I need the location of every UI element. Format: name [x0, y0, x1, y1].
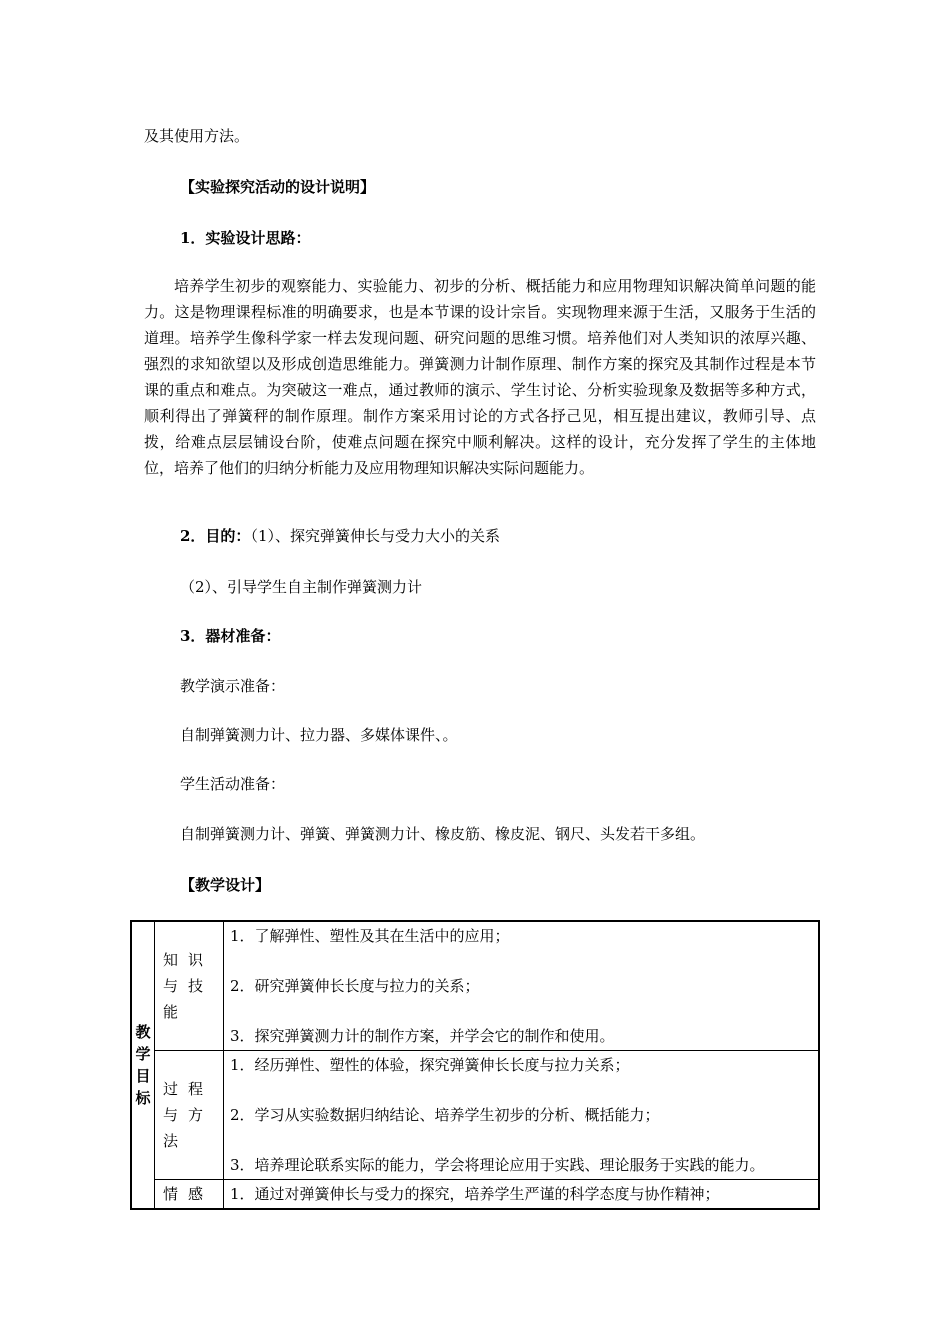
goals-main-label-cell: [131, 921, 155, 1209]
section-heading-design: 【实验探究活动的设计说明】: [180, 178, 376, 196]
purpose-goal-2: （2）、引导学生自主制作弹簧测力计: [180, 578, 423, 596]
knowledge-label-cell: [155, 921, 224, 1051]
section-heading-teaching-design: 【教学设计】: [180, 876, 271, 894]
student-prep-label: 学生活动准备：: [180, 775, 286, 793]
goals-main-label: 教学目标: [135, 1023, 151, 1107]
knowledge-item: 2．研究弹簧伸长长度与拉力的关系；: [230, 977, 480, 995]
knowledge-item: 3．探究弹簧测力计的制作方案，并学会它的制作和使用。: [230, 1027, 615, 1045]
emotion-item: 1．通过对弹簧伸长与受力的探究，培养学生严谨的科学态度与协作精神；: [230, 1185, 720, 1203]
knowledge-label: 知识与技能: [163, 951, 214, 1021]
heading-purpose: [180, 526, 500, 546]
student-prep-items: 自制弹簧测力计、弹簧、弹簧测力计、橡皮筋、橡皮泥、钢尺、头发若干多组。: [180, 825, 706, 843]
process-item: 3．培养理论联系实际的能力，学会将理论应用于实践、理论服务于实践的能力。: [230, 1156, 765, 1174]
process-item: 2．学习从实验数据归纳结论、培养学生初步的分析、概括能力；: [230, 1106, 660, 1124]
process-label: 过程与方法: [163, 1080, 214, 1150]
teacher-prep-label: 教学演示准备：: [180, 677, 286, 695]
emotion-label-cell: [155, 1180, 224, 1210]
purpose-label: 2．目的：: [180, 527, 251, 545]
process-item: 1．经历弹性、塑性的体验，探究弹簧伸长长度与拉力关系；: [230, 1056, 630, 1074]
emotion-items-cell: [224, 1180, 820, 1210]
emotion-label: 情感: [163, 1185, 214, 1203]
teacher-prep-items: 自制弹簧测力计、拉力器、多媒体课件、。: [180, 726, 458, 744]
process-label-cell: [155, 1051, 224, 1180]
design-idea-paragraph: 培养学生初步的观察能力、实验能力、初步的分析、概括能力和应用物理知识解决简单问题的能力。这是物理课程标准的明确要求，也是本节课的设计宗旨。实现物理来源于生活，又服务于生活的道理。培养学生像科学家一样去发现问题、研究问题的思维习惯。培养他们对人类知识的浓厚兴趣、强烈的求知欲望以及形成创造思维能力。弹簧测力计制作原理、制作方案的探究及其制作过程是本节课的重点和难点。为突破这一难点，通过教师的演示、学生讨论、分析实验现象及数据等多种方式，顺利得出了弹簧秤的制作原理。制作方案采用讨论的方式各抒己见，相互提出建议，教师引导、点拨，给难点层层铺设台阶，使难点问题在探究中顺利解决。这样的设计，充分发挥了学生的主体地位，培养了他们的归纳分析能力及应用物理知识解决实际问题能力。: [144, 277, 816, 477]
goals-row-process: [131, 1051, 819, 1180]
knowledge-items-cell: [224, 921, 820, 1051]
teaching-goals-table: [130, 920, 820, 1210]
knowledge-item: 1．了解弹性、塑性及其在生活中的应用；: [230, 927, 510, 945]
heading-materials: 3．器材准备：: [180, 627, 281, 645]
intro-tail-text: 及其使用方法。: [144, 127, 250, 145]
heading-design-idea: 1．实验设计思路：: [180, 229, 311, 247]
goals-row-knowledge: [131, 921, 819, 1051]
purpose-goal-1: （1）、探究弹簧伸长与受力大小的关系: [250, 527, 500, 545]
process-items-cell: [224, 1051, 820, 1180]
goals-row-emotion: [131, 1180, 819, 1210]
